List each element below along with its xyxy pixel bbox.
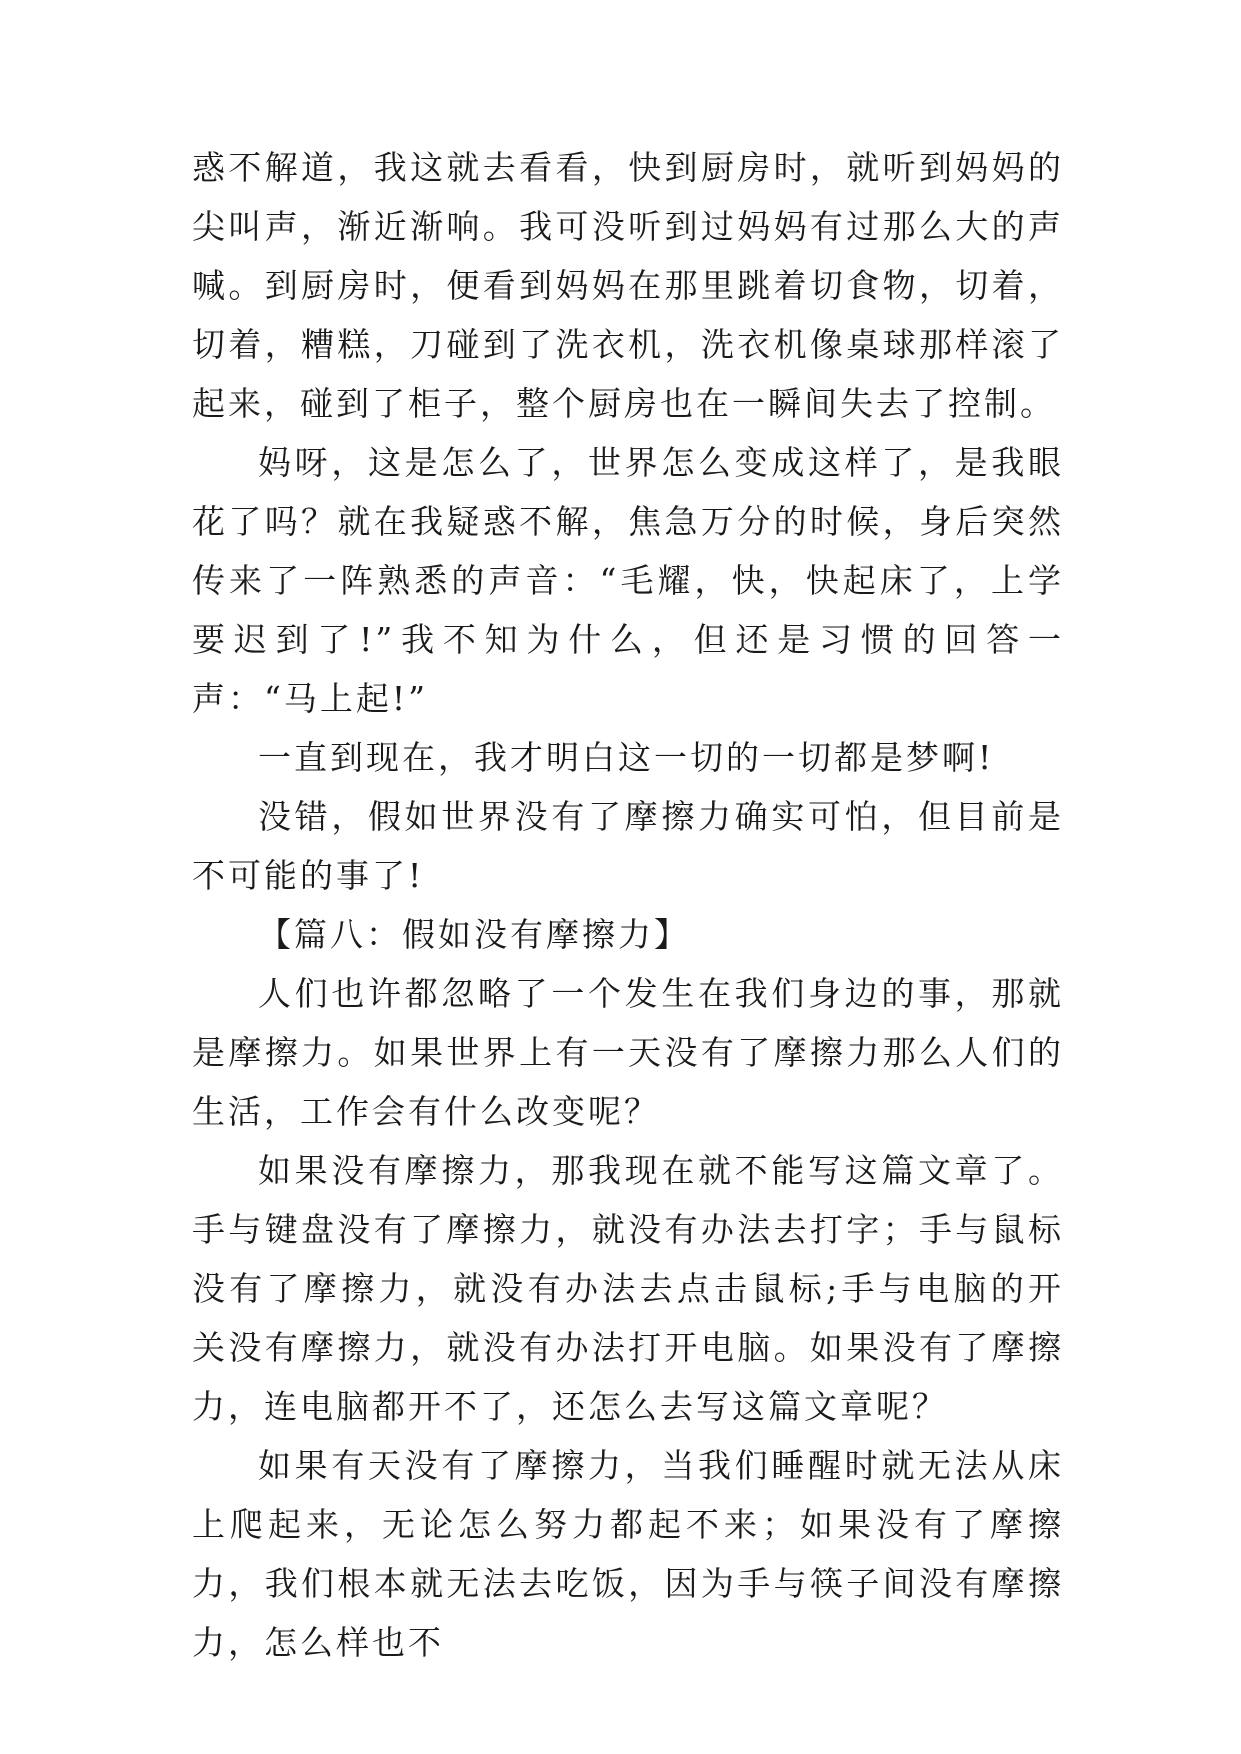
paragraph: 如果有天没有了摩擦力，当我们睡醒时就无法从床上爬起来，无论怎么努力都起不来；如果没有了摩擦力，我们根本就无法去吃饭，因为手与筷子间没有摩擦力，怎么样也不 [192,1446,1064,1662]
paragraph: 一直到现在，我才明白这一切的一切都是梦啊! [258,738,995,777]
document-body [192,138,1064,1672]
paragraph: 妈呀，这是怎么了，世界怎么变成这样了，是我眼花了吗？就在我疑惑不解，焦急万分的时候，身后突然传来了一阵熟悉的声音：“毛耀，快，快起床了，上学要迟到了!”我不知为什么，但还是习惯的回答一声：“马上起!” [192,443,1064,718]
section-heading: 【篇八：假如没有摩擦力】 [258,915,690,954]
paragraph: 没错，假如世界没有了摩擦力确实可怕，但目前是不可能的事了! [192,797,1064,895]
paragraph: 惑不解道，我这就去看看，快到厨房时，就听到妈妈的尖叫声，渐近渐响。我可没听到过妈妈有过那么大的声喊。到厨房时，便看到妈妈在那里跳着切食物，切着，切着，糟糕，刀碰到了洗衣机，洗衣机像桌球那样滚了起来，碰到了柜子，整个厨房也在一瞬间失去了控制。 [192,148,1064,423]
paragraph: 如果没有摩擦力，那我现在就不能写这篇文章了。手与键盘没有了摩擦力，就没有办法去打字；手与鼠标没有了摩擦力，就没有办法去点击鼠标;手与电脑的开关没有摩擦力，就没有办法打开电脑。如果没有了摩擦力，连电脑都开不了，还怎么去写这篇文章呢？ [192,1151,1064,1426]
paragraph: 人们也许都忽略了一个发生在我们身边的事，那就是摩擦力。如果世界上有一天没有了摩擦力那么人们的生活，工作会有什么改变呢？ [192,974,1064,1131]
